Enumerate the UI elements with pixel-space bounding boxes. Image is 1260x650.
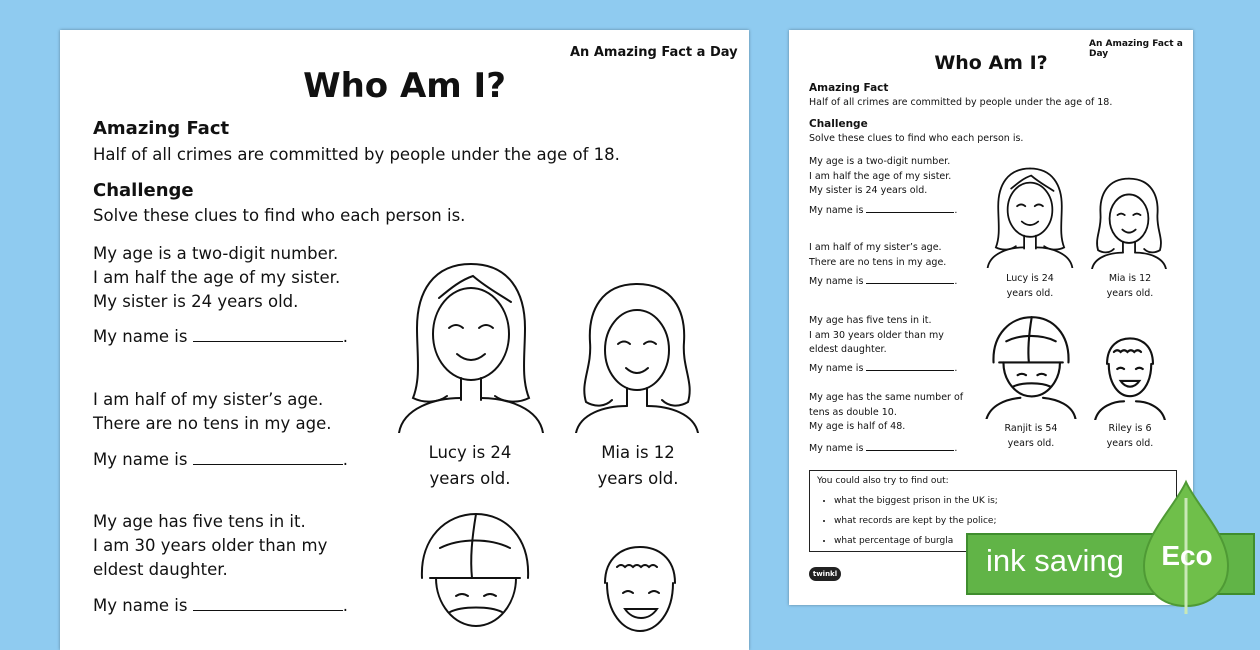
name-prompt: My name is xyxy=(809,276,864,287)
answer-blank[interactable] xyxy=(866,212,954,213)
clue-line: I am half the age of my sister. xyxy=(93,268,341,287)
caption-line: Mia is 12 xyxy=(601,443,675,462)
mia-caption xyxy=(1085,272,1175,301)
riley-portrait-icon xyxy=(595,543,685,633)
lucy-portrait-icon xyxy=(985,165,1075,268)
answer-line-3: My name is . xyxy=(93,596,348,615)
clue-line: eldest daughter. xyxy=(809,344,887,355)
clue-line: I am 30 years older than my xyxy=(93,536,328,555)
answer-line-2: My name is . xyxy=(93,450,348,469)
name-prompt: My name is xyxy=(93,450,188,469)
answer-line-1: My name is . xyxy=(809,205,958,216)
worksheet-page-large xyxy=(60,30,749,650)
clue-line: tens as double 10. xyxy=(809,406,897,418)
clue-3 xyxy=(93,510,327,582)
name-prompt: My name is xyxy=(809,205,864,216)
clue-3 xyxy=(809,314,944,358)
clue-line: There are no tens in my age. xyxy=(93,414,332,433)
mia-portrait-icon xyxy=(1089,175,1169,269)
answer-blank[interactable] xyxy=(193,464,343,465)
fact-text: Half of all crimes are committed by people under the age of 18. xyxy=(809,97,1113,108)
name-prompt: My name is xyxy=(809,443,864,454)
fact-text: Half of all crimes are committed by people under the age of 18. xyxy=(93,145,620,164)
caption-line: Lucy is 24 xyxy=(428,443,512,462)
clue-line: My age has the same number of xyxy=(809,392,964,403)
caption-line: Ranjit is 54 xyxy=(1004,423,1058,434)
caption-line: years old. xyxy=(429,469,511,488)
lucy-caption xyxy=(395,440,545,492)
header-text: An Amazing Fact a Day xyxy=(1089,39,1183,59)
list-item: • what the biggest prison in the UK is; xyxy=(834,491,998,511)
clue-line: I am half of my sister’s age. xyxy=(809,242,942,253)
mia-portrait-icon xyxy=(572,278,702,433)
challenge-heading: Challenge xyxy=(809,118,868,130)
answer-blank[interactable] xyxy=(866,450,954,451)
name-prompt: My name is xyxy=(809,363,864,374)
clue-1 xyxy=(93,242,340,314)
clue-line: I am half of my sister’s age. xyxy=(93,390,324,409)
lucy-caption xyxy=(985,272,1075,301)
answer-line-3: My name is . xyxy=(809,363,958,374)
riley-caption xyxy=(1085,422,1175,451)
page-title: Who Am I? xyxy=(934,52,1048,74)
lucy-portrait-icon xyxy=(395,258,547,433)
ranjit-portrait-icon xyxy=(410,508,540,628)
caption-line: years old. xyxy=(597,469,679,488)
clue-line: My age is half of 48. xyxy=(809,421,906,432)
challenge-text: Solve these clues to find who each person is. xyxy=(809,133,1024,144)
caption-line: Lucy is 24 xyxy=(1006,273,1054,284)
clue-2 xyxy=(93,388,332,436)
answer-line-4: My name is . xyxy=(809,443,958,454)
clue-line: I am 30 years older than my xyxy=(809,329,944,341)
twinkl-logo: twinkl xyxy=(809,567,841,581)
clue-line: I am half the age of my sister. xyxy=(809,170,952,182)
header-text: An Amazing Fact a Day xyxy=(570,45,738,60)
ranjit-caption xyxy=(986,422,1076,451)
caption-line: years old. xyxy=(1007,437,1055,449)
challenge-text: Solve these clues to find who each person is. xyxy=(93,206,466,225)
list-item: • what records are kept by the police; xyxy=(834,511,998,531)
ink-saving-text: ink saving xyxy=(986,543,1124,578)
clue-line: My age is a two-digit number. xyxy=(809,156,951,167)
caption-line: years old. xyxy=(1106,287,1154,299)
mia-caption xyxy=(563,440,713,492)
clue-line: My age has five tens in it. xyxy=(93,512,306,531)
name-prompt: My name is xyxy=(93,596,188,615)
clue-line: eldest daughter. xyxy=(93,560,228,579)
answer-blank[interactable] xyxy=(193,610,343,611)
name-prompt: My name is xyxy=(93,327,188,346)
challenge-heading: Challenge xyxy=(93,180,194,201)
fact-heading: Amazing Fact xyxy=(93,118,230,139)
caption-line: Riley is 6 xyxy=(1108,423,1152,434)
clue-line: My age is a two-digit number. xyxy=(93,244,339,263)
caption-line: years old. xyxy=(1006,287,1054,299)
answer-line-1: My name is . xyxy=(93,327,348,346)
clue-line: My age has five tens in it. xyxy=(809,315,932,326)
extra-lead: You could also try to find out: xyxy=(817,476,949,486)
page-title: Who Am I? xyxy=(303,66,506,106)
list-item: • what percentage of burgla xyxy=(834,531,998,551)
answer-line-2: My name is . xyxy=(809,276,958,287)
clue-4 xyxy=(809,391,963,435)
clue-2 xyxy=(809,241,946,270)
eco-label: Eco xyxy=(1161,540,1213,571)
ranjit-portrait-icon xyxy=(985,313,1077,419)
clue-1 xyxy=(809,155,951,199)
answer-blank[interactable] xyxy=(193,341,343,342)
clue-line: My sister is 24 years old. xyxy=(93,292,299,311)
answer-blank[interactable] xyxy=(866,283,954,284)
answer-blank[interactable] xyxy=(866,370,954,371)
caption-line: Mia is 12 xyxy=(1108,273,1152,284)
clue-line: My sister is 24 years old. xyxy=(809,185,928,196)
fact-heading: Amazing Fact xyxy=(809,82,889,94)
caption-line: years old. xyxy=(1106,437,1154,449)
riley-portrait-icon xyxy=(1091,335,1169,420)
worksheet-page-small xyxy=(789,30,1193,605)
clue-line: There are no tens in my age. xyxy=(809,256,947,268)
